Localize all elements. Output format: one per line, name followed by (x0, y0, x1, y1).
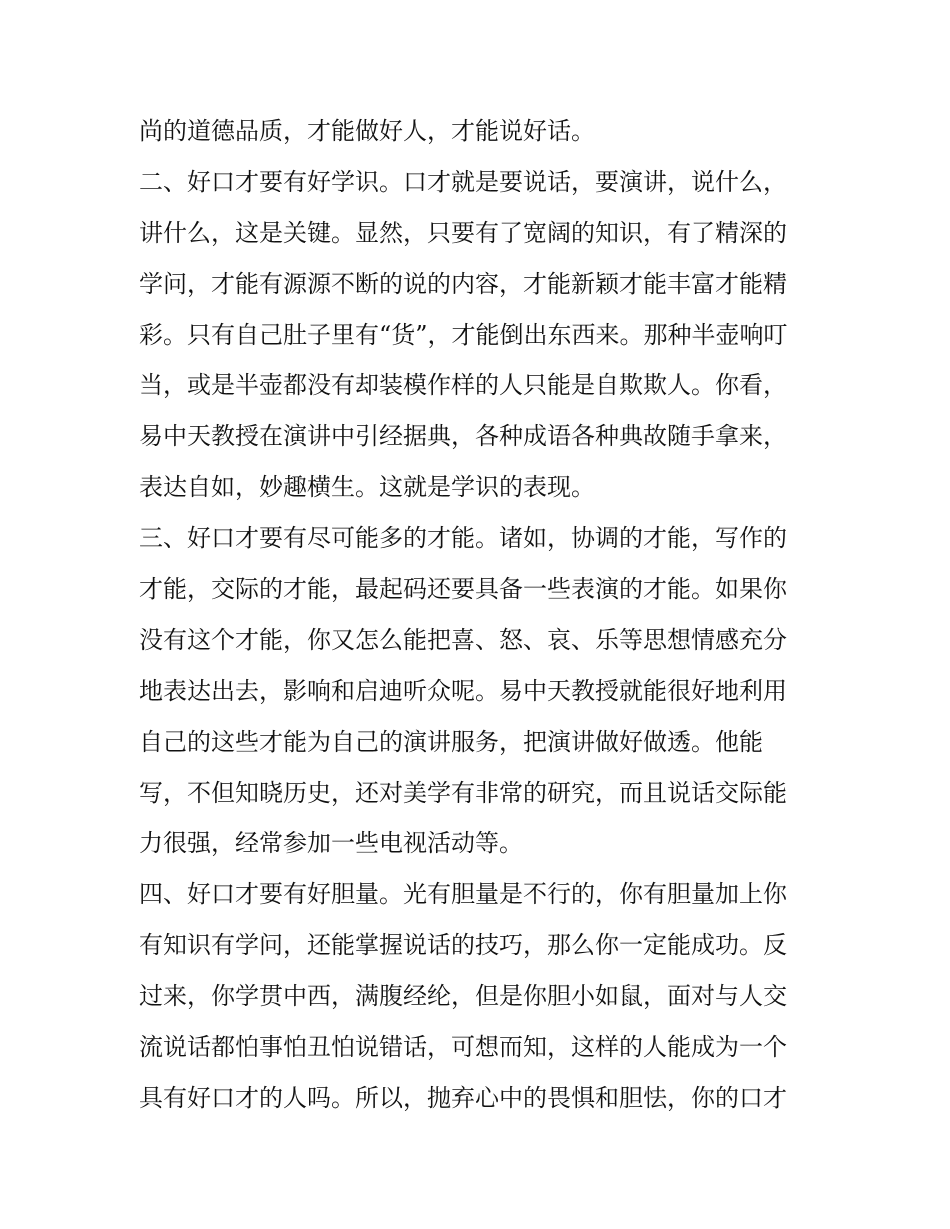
text-line: 流说话都怕事怕丑怕说错话，可想而知，这样的人能成为一个 (139, 1033, 787, 1062)
text-line: 尚的道德品质，才能做好人，才能说好话。 (139, 117, 595, 145)
text-line: 力很强，经常参加一些电视活动等。 (139, 829, 523, 858)
text-line: 学问，才能有源源不断的说的内容，才能新颖才能丰富才能精 (139, 269, 787, 298)
text-line: 有知识有学问，还能掌握说话的技巧，那么你一定能成功。反 (139, 931, 787, 960)
text-line: 彩。只有自己肚子里有“货”，才能倒出东西来。那种半壶响叮 (139, 320, 788, 349)
text-line: 四、好口才要有好胆量。光有胆量是不行的，你有胆量加上你 (139, 880, 787, 909)
text-line: 三、好口才要有尽可能多的才能。诸如，协调的才能，写作的 (139, 524, 787, 553)
body-text (139, 106, 829, 1124)
text-line: 写，不但知晓历史，还对美学有非常的研究，而且说话交际能 (139, 778, 787, 807)
text-line: 具有好口才的人吗。所以，抛弃心中的畏惧和胆怯，你的口才 (139, 1083, 787, 1112)
text-line: 才能，交际的才能，最起码还要具备一些表演的才能。如果你 (139, 575, 787, 604)
text-line: 过来，你学贯中西，满腹经纶，但是你胆小如鼠，面对与人交 (139, 982, 787, 1011)
text-line: 地表达出去，影响和启迪听众呢。易中天教授就能很好地利用 (139, 676, 787, 705)
text-line: 当，或是半壶都没有却装模作样的人只能是自欺欺人。你看， (139, 371, 787, 400)
text-line: 易中天教授在演讲中引经据典，各种成语各种典故随手拿来， (139, 422, 787, 451)
text-line: 讲什么，这是关键。显然，只要有了宽阔的知识，有了精深的 (139, 218, 787, 247)
text-line: 自己的这些才能为自己的演讲服务，把演讲做好做透。他能 (139, 727, 763, 756)
text-line: 表达自如，妙趣横生。这就是学识的表现。 (139, 473, 595, 502)
text-line: 没有这个才能，你又怎么能把喜、怒、哀、乐等思想情感充分 (139, 625, 787, 654)
text-line: 二、好口才要有好学识。口才就是要说话，要演讲，说什么， (139, 167, 787, 196)
